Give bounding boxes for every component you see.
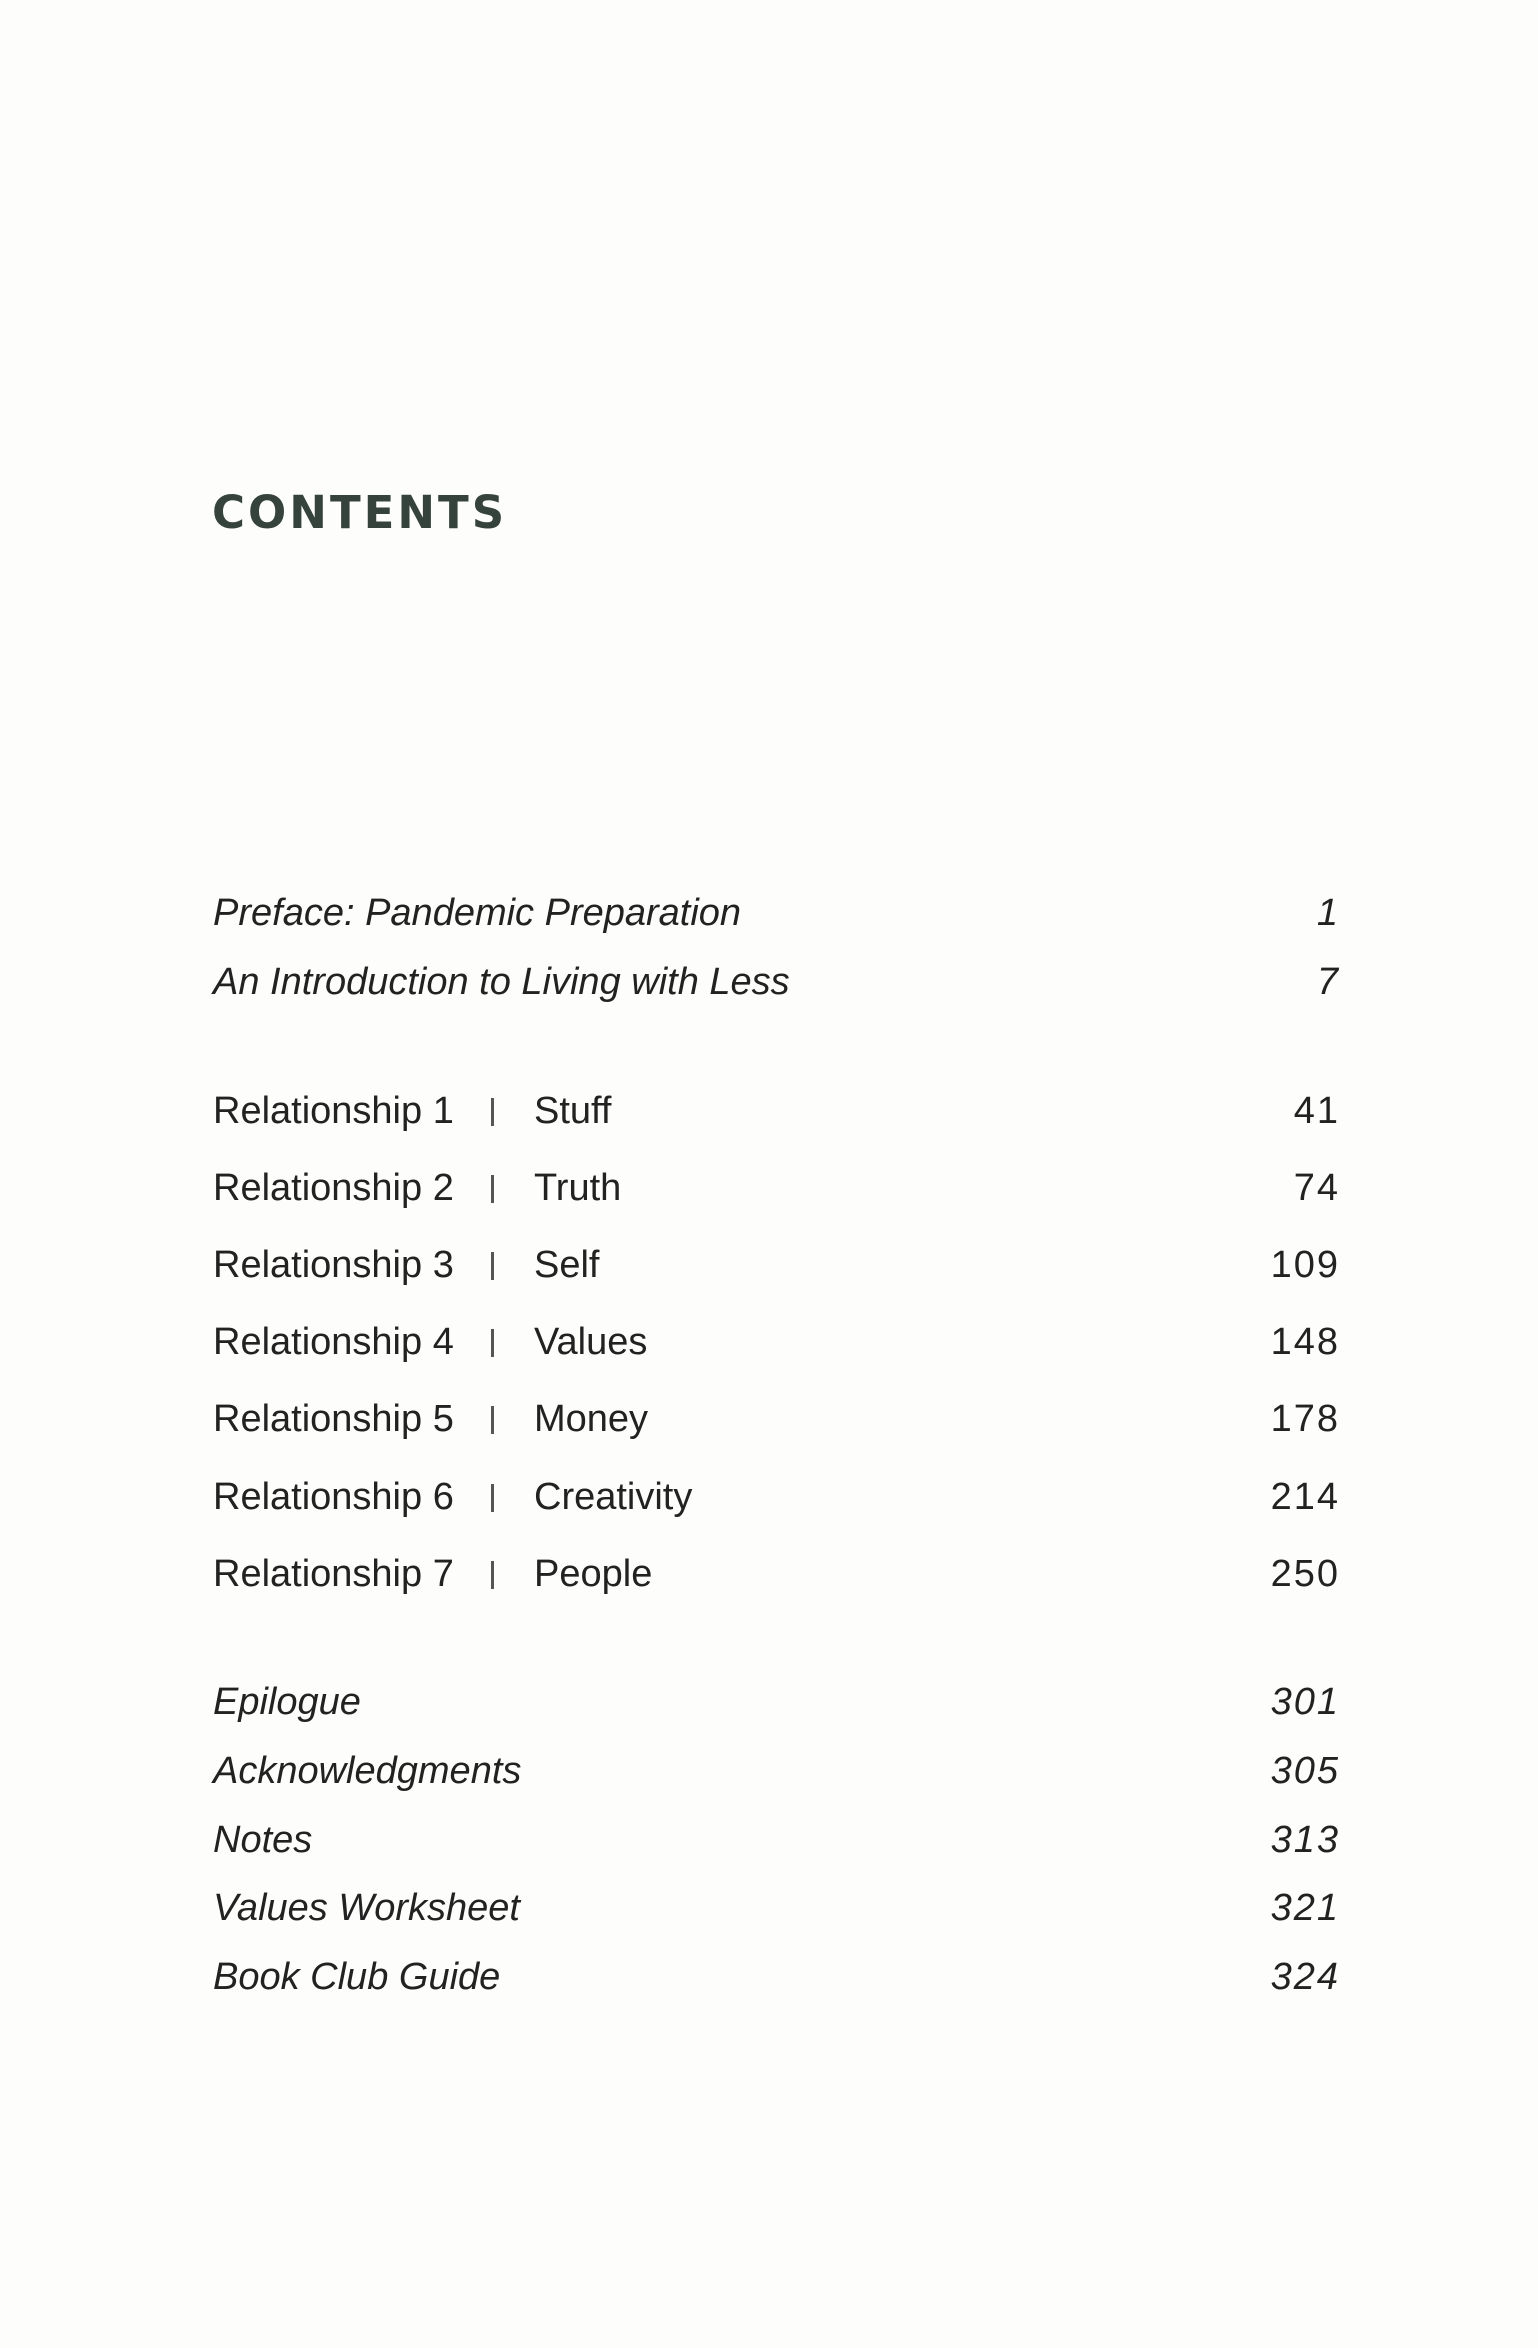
toc-entry-subject: Stuff — [534, 1090, 612, 1132]
toc-entry-page: 250 — [1270, 1553, 1340, 1595]
toc-entry-page: 178 — [1270, 1398, 1340, 1440]
toc-entry-relationship-2[interactable] — [213, 1163, 1340, 1213]
toc-entry-relationship-5[interactable] — [213, 1394, 1340, 1444]
toc-entry-page: 313 — [1270, 1819, 1340, 1861]
toc-entry-page: 41 — [1293, 1090, 1340, 1132]
toc-entry-introduction[interactable] — [213, 957, 1340, 1007]
toc-entry-label: Epilogue — [213, 1681, 361, 1723]
toc-entry-relationship-7[interactable] — [213, 1549, 1340, 1599]
toc-entry-subject: Values — [534, 1321, 648, 1363]
toc-entry-label: Acknowledgments — [213, 1750, 522, 1792]
toc-entry-values-worksheet[interactable] — [213, 1883, 1340, 1933]
page-title: CONTENTS — [212, 486, 508, 539]
toc-entry-page: 148 — [1270, 1321, 1340, 1363]
separator-bar — [491, 1175, 494, 1203]
toc-entry-label: Preface: Pandemic Preparation — [213, 892, 742, 934]
toc-entry-label: Relationship 2 — [213, 1167, 454, 1209]
toc-entry-epilogue[interactable] — [213, 1677, 1340, 1727]
toc-entry-subject: People — [534, 1553, 653, 1595]
separator-bar — [491, 1098, 494, 1126]
toc-entry-relationship-4[interactable] — [213, 1317, 1340, 1367]
toc-entry-label: Notes — [213, 1819, 313, 1861]
toc-entry-label: Relationship 5 — [213, 1398, 454, 1440]
toc-entry-page: 74 — [1293, 1167, 1340, 1209]
separator-bar — [491, 1329, 494, 1357]
separator-bar — [491, 1252, 494, 1280]
toc-entry-label: An Introduction to Living with Less — [213, 961, 790, 1003]
toc-entry-preface[interactable] — [213, 888, 1340, 938]
toc-entry-page: 321 — [1270, 1887, 1340, 1929]
toc-entry-acknowledgments[interactable] — [213, 1746, 1340, 1796]
toc-entry-page: 214 — [1270, 1476, 1340, 1518]
toc-entry-label: Values Worksheet — [213, 1887, 520, 1929]
toc-entry-relationship-3[interactable] — [213, 1240, 1340, 1290]
toc-entry-page: 305 — [1270, 1750, 1340, 1792]
toc-entry-subject: Creativity — [534, 1476, 693, 1518]
toc-entry-subject: Self — [534, 1244, 600, 1286]
toc-entry-subject: Money — [534, 1398, 649, 1440]
toc-entry-label: Book Club Guide — [213, 1956, 501, 1998]
separator-bar — [491, 1406, 494, 1434]
toc-entry-notes[interactable] — [213, 1815, 1340, 1865]
toc-entry-label: Relationship 7 — [213, 1553, 454, 1595]
toc-entry-label: Relationship 4 — [213, 1321, 454, 1363]
toc-entry-subject: Truth — [534, 1167, 622, 1209]
separator-bar — [491, 1484, 494, 1512]
separator-bar — [491, 1561, 494, 1589]
toc-entry-page: 109 — [1270, 1244, 1340, 1286]
toc-entry-book-club-guide[interactable] — [213, 1952, 1340, 2002]
toc-entry-page: 301 — [1270, 1681, 1340, 1723]
toc-entry-relationship-1[interactable] — [213, 1086, 1340, 1136]
toc-entry-label: Relationship 1 — [213, 1090, 454, 1132]
toc-entry-page: 7 — [1316, 961, 1340, 1003]
toc-entry-page: 1 — [1316, 892, 1340, 934]
toc-entry-label: Relationship 3 — [213, 1244, 454, 1286]
toc-entry-label: Relationship 6 — [213, 1476, 454, 1518]
toc-entry-page: 324 — [1270, 1956, 1340, 1998]
toc-entry-relationship-6[interactable] — [213, 1472, 1340, 1522]
